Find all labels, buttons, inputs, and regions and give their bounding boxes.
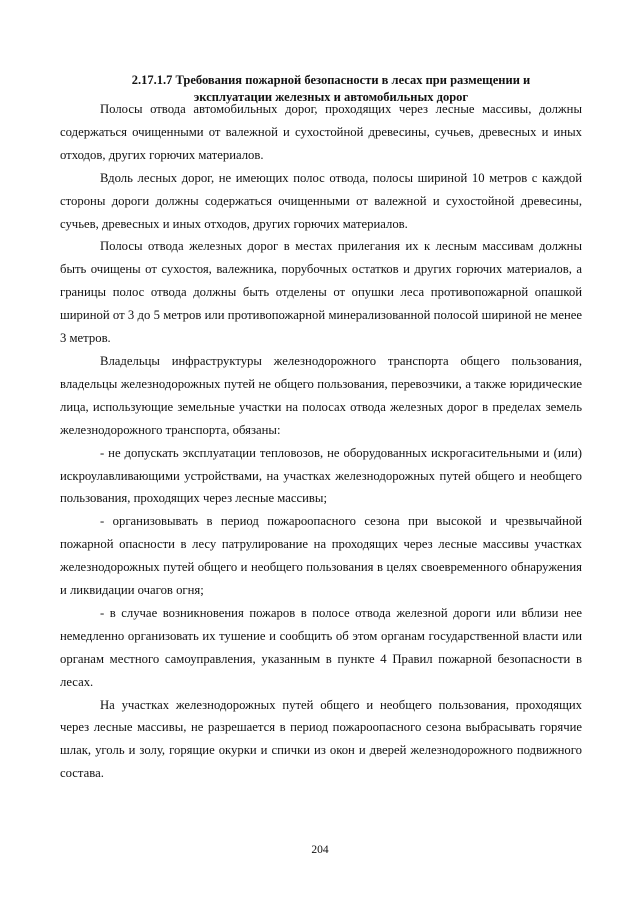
page-number: 204 [311, 844, 329, 856]
list-item-fire-response: - в случае возникновения пожаров в полосе отвода железной дороги или вблизи нее немедленно организовать их тушение и сообщить об этом органам государственной власти или органам местного самоуправления, указанным в пункте 4 Правил пожарной безопасности в лесах. [60, 605, 582, 689]
paragraph-railway-owners: Владельцы инфраструктуры железнодорожного транспорта общего пользования, владельцы железнодорожных путей не общего пользования, перевозчики, а также юридические лица, использующие земельные участки на полосах отвода железных дорог в пределах земель железнодорожного транспорта, обязаны: [60, 353, 582, 437]
paragraph-railway-clearance: Полосы отвода железных дорог в местах прилегания их к лесным массивам должны быть очищены от сухостоя, валежника, порубочных остатков и других горючих материалов, а границы полос отвода должны быть отделены от опушки леса противопожарной опашкой шириной от 3 до 5 метров или противопожарной минерализованной полосой шириной не менее 3 метров. [60, 239, 582, 346]
paragraph-road-clearance: Полосы отвода автомобильных дорог, проходящих через лесные массивы, должны содержаться очищенными от валежной и сухостойной древесины, сучьев, древесных и иных отходов, других горючих материалов. [60, 102, 582, 162]
paragraph-forest-roads: Вдоль лесных дорог, не имеющих полос отвода, полосы шириной 10 метров с каждой стороны дороги должны содержаться очищенными от валежной и сухостойной древесины, сучьев, древесных и иных отходов, других горючих материалов. [60, 170, 582, 231]
list-item-patrolling: - организовывать в период пожароопасного сезона при высокой и чрезвычайной пожарной опасности в лесу патрулирование на проходящих через лесные массивы участках железнодорожных путей общего и необщего пользования в целях своевременного обнаружения и ликвидации очагов огня; [60, 514, 582, 598]
body-text [60, 98, 582, 785]
section-heading: 2.17.1.7 Требования пожарной безопасности в лесах при размещении и эксплуатации железных и автомобильных дорог [131, 73, 531, 105]
list-item-locomotives: - не допускать эксплуатации тепловозов, не оборудованных искрогасительными и (или) искроулавливающими устройствами, на участках железнодорожных путей общего и необщего пользования, проходящих через лесные массивы; [60, 445, 582, 506]
paragraph-prohibitions: На участках железнодорожных путей общего и необщего пользования, проходящих через лесные массивы, не разрешается в период пожароопасного сезона выбрасывать горячие шлак, уголь и золу, горящие окурки и спички из окон и дверей железнодорожного подвижного состава. [60, 697, 582, 781]
